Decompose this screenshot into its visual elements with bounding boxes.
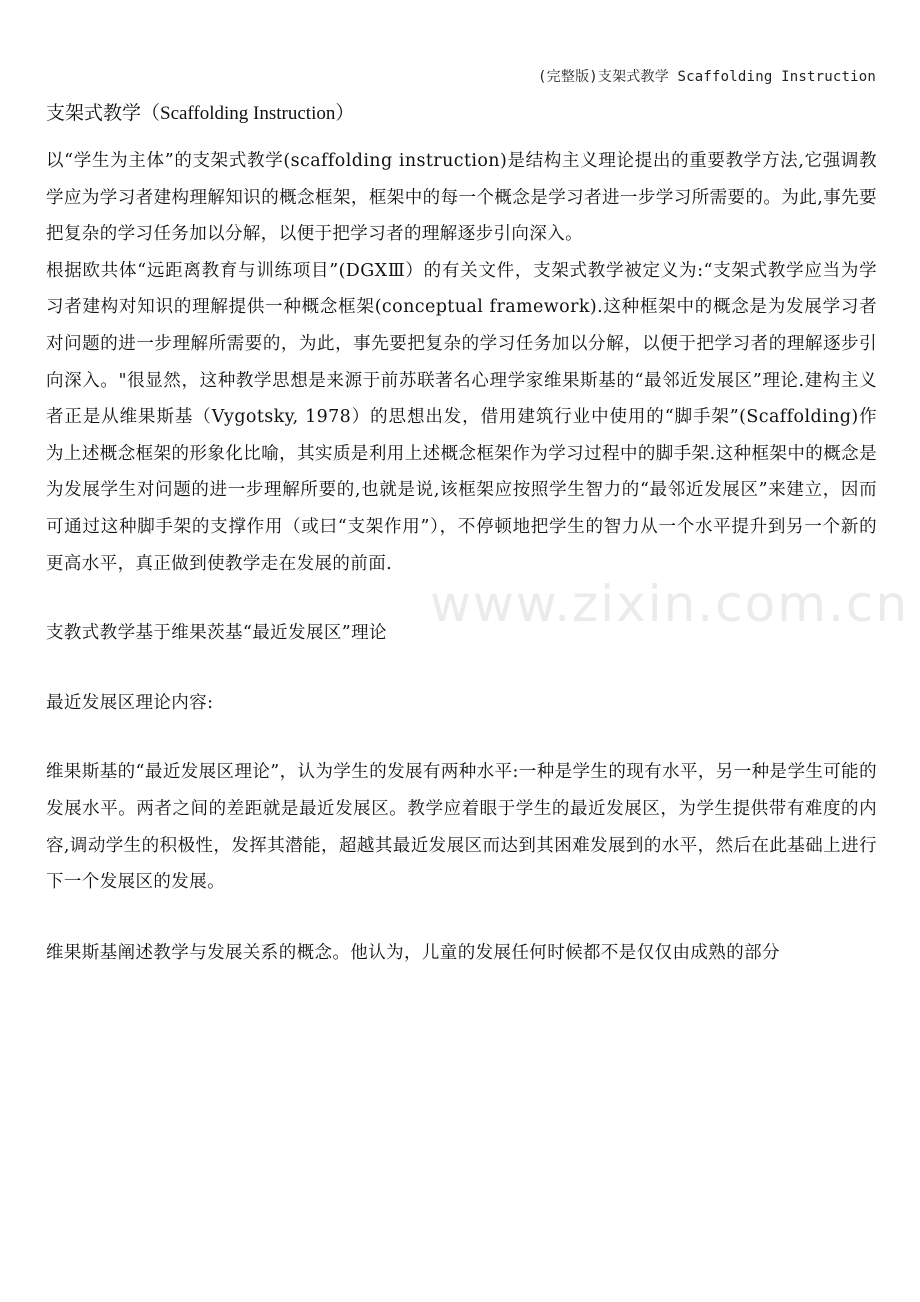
paragraph-definition: 根据欧共体“远距离教育与训练项目”(DGXⅢ）的有关文件，支架式教学被定义为:“支架式教学应当为学习者建构对知识的理解提供一种概念框架(conceptual framework).这种框架中的概念是为发展学习者对问题的进一步理解所需要的，为此，事先要把复杂的学习任务加以分解，以便于把学习者的理解逐步引向深入。"很显然，这种教学思想是来源于前苏联著名心理学家维果斯基的“最邻近发展区”理论.建构主义者正是从维果斯基（Vygotsky, 1978）的思想出发，借用建筑行业中使用的“脚手架”(Scaffolding)作为上述概念框架的形象化比喻，其实质是利用上述概念框架作为学习过程中的脚手架.这种框架中的概念是为发展学生对问题的进一步理解所要的,也就是说,该框架应按照学生智力的“最邻近发展区”来建立，因而可通过这种脚手架的支撑作用（或曰“支架作用”），不停顿地把学生的智力从一个水平提升到另一个新的更高水平，真正做到使教学走在发展的前面. [46, 260, 877, 574]
section-subheading-zpd-content: 最近发展区理论内容: [46, 692, 214, 713]
watermark: www.zixin.com.cn [430, 575, 910, 633]
document-body [46, 143, 877, 971]
section-heading-zpd: 支教式教学基于维果茨基“最近发展区”理论 [46, 623, 387, 644]
running-header: (完整版)支架式教学 Scaffolding Instruction [538, 69, 876, 85]
document-title: 支架式教学（Scaffolding Instruction） [46, 103, 355, 124]
paragraph-zpd-theory: 维果斯基的“最近发展区理论”，认为学生的发展有两种水平:一种是学生的现有水平，另一种是学生可能的发展水平。两者之间的差距就是最近发展区。教学应着眼于学生的最近发展区，为学生提供带有难度的内容,调动学生的积极性，发挥其潜能，超越其最近发展区而达到其困难发展到的水平，然后在此基础上进行下一个发展区的发展。 [46, 762, 877, 893]
paragraph-teaching-development: 维果斯基阐述教学与发展关系的概念。他认为，儿童的发展任何时候都不是仅仅由成熟的部分 [46, 942, 780, 963]
paragraph-intro: 以“学生为主体”的支架式教学(scaffolding instruction)是结构主义理论提出的重要教学方法,它强调教学应为学习者建构理解知识的概念框架，框架中的每一个概念是学习者进一步学习所需要的。为此,事先要把复杂的学习任务加以分解，以便于把学习者的理解逐步引向深入。 [46, 151, 877, 245]
